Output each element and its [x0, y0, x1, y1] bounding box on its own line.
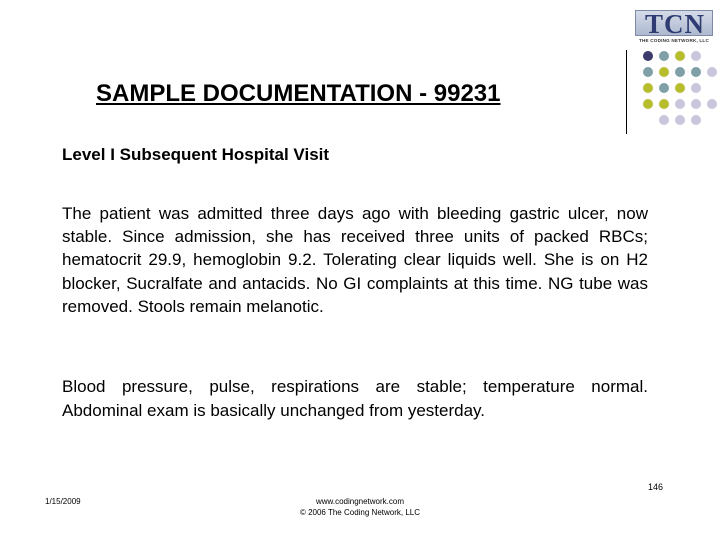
dot	[659, 99, 669, 109]
dot	[643, 67, 653, 77]
slide-title: SAMPLE DOCUMENTATION - 99231	[96, 80, 501, 107]
dot	[643, 83, 653, 93]
tcn-logo	[633, 10, 715, 48]
dot	[643, 51, 653, 61]
footer-date: 1/15/2009	[45, 497, 81, 506]
dot	[707, 67, 717, 77]
footer-copyright: © 2006 The Coding Network, LLC	[299, 508, 421, 517]
dot	[707, 99, 717, 109]
dot	[659, 115, 669, 125]
dot	[659, 83, 669, 93]
dot	[691, 51, 701, 61]
logo-box	[635, 9, 713, 39]
dot	[691, 67, 701, 77]
dot	[675, 83, 685, 93]
dot	[675, 67, 685, 77]
slide-subtitle: Level I Subsequent Hospital Visit	[62, 145, 330, 164]
dot	[659, 51, 669, 61]
footer-website: www.codingnetwork.com	[315, 497, 405, 506]
logo-text: TCN	[644, 9, 705, 39]
page-number: 146	[648, 482, 664, 492]
footer-credits	[240, 496, 480, 518]
dot	[675, 51, 685, 61]
dot	[691, 99, 701, 109]
dot	[675, 99, 685, 109]
exam-paragraph: Blood pressure, pulse, respirations are stable; temperature normal. Abdominal exam is basically unchanged from yesterday.	[62, 377, 648, 420]
dot	[691, 83, 701, 93]
vertical-divider	[626, 50, 627, 134]
dot	[643, 99, 653, 109]
dot	[675, 115, 685, 125]
narrative-paragraph: The patient was admitted three days ago with bleeding gastric ulcer, now stable. Since admission, she has received three units of packed RBCs; hematocrit 29.9, hemoglobin 9.2. Tolerating clear liquids well. She is on H2 blocker, Sucralfate and antacids. No GI complaints at this time. NG tube was removed. Stools remain melanotic.	[62, 204, 648, 316]
logo-tagline: THE CODING NETWORK, LLC	[639, 38, 709, 43]
dot	[691, 115, 701, 125]
dot	[659, 67, 669, 77]
